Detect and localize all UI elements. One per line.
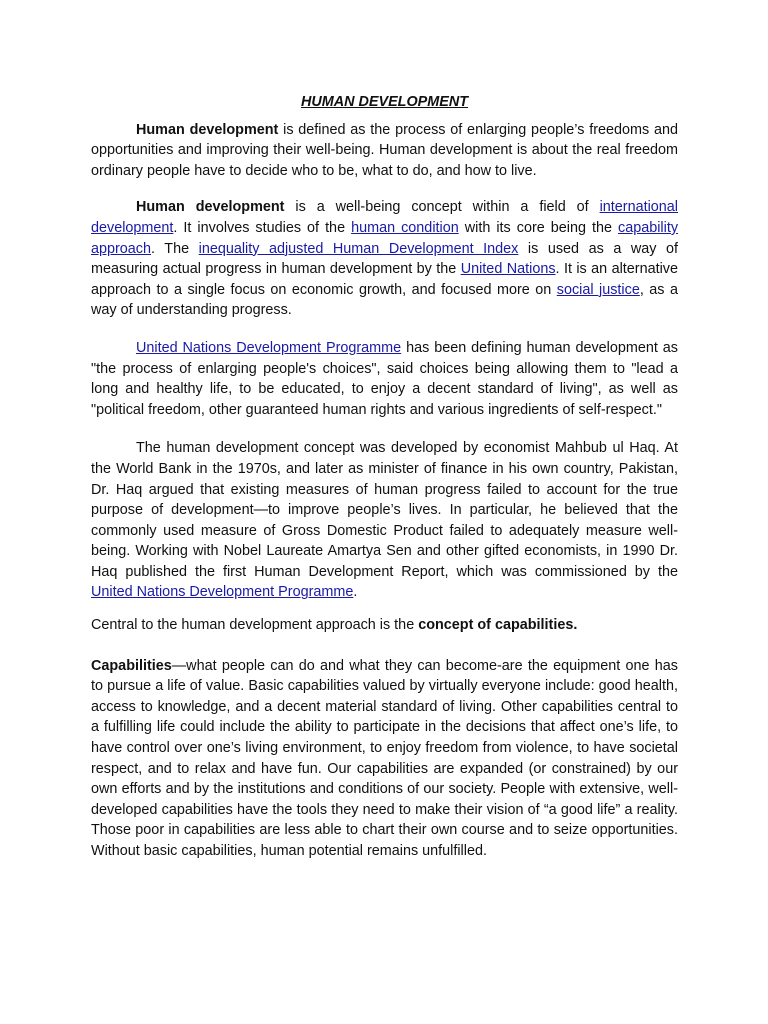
paragraph-text: is a well-being concept within a field of	[284, 199, 600, 216]
bold-term: concept of capabilities.	[418, 617, 578, 634]
paragraph-central-concept	[91, 615, 678, 636]
paragraph-text: , as a way of understanding progress.	[91, 281, 678, 319]
paragraph-text: Central to the human development approach is the	[91, 617, 419, 634]
link-social-justice[interactable]: social justice	[556, 281, 640, 298]
paragraph-text: with its core being the	[458, 219, 619, 236]
paragraph-text: is defined as the process of enlarging people’s freedoms and opportunities and improving their well-being. Human development is about the real freedom ordinary people have to decide who to be, what to do, and how to live.	[91, 121, 678, 179]
paragraph-text: . It involves studies of the	[173, 219, 352, 236]
paragraph-definition	[91, 120, 678, 182]
bold-term: Human development	[136, 121, 279, 138]
document-body	[91, 92, 678, 862]
paragraph-text: —what people can do and what they can become-are the equipment one has to pursue a life of value. Basic capabilities valued by virtually everyone include: good health, access to knowledge, and a decent material standard of living. Other capabilities central to a fulfilling life could include the ability to participate in the decisions that affect one’s life, to have control over one’s living environment, to enjoy freedom from violence, to have societal respect, and to relax and have fun. Our capabilities are expanded (or constrained) by our own efforts and by the institutions and conditions of our society. People with extensive, well-developed capabilities have the tools they need to make their vision of “a good life” a reality. Those poor in capabilities are less able to chart their own course and to seize opportunities. Without basic capabilities, human potential remains unfulfilled.	[91, 657, 678, 859]
paragraph-concept	[91, 197, 678, 321]
paragraph-text: .	[353, 584, 358, 601]
paragraph-text: . The	[151, 240, 199, 257]
link-undp[interactable]: United Nations Development Programme	[136, 339, 402, 356]
link-human-condition[interactable]: human condition	[351, 219, 459, 236]
page-title: HUMAN DEVELOPMENT	[300, 94, 469, 110]
paragraph-text: is used as a way of measuring actual progress in human development by the	[91, 240, 678, 278]
bold-term: Capabilities	[91, 657, 172, 674]
paragraph-text: The human development concept was developed by economist Mahbub ul Haq. At the World Bank in the 1970s, and later as minister of finance in his own country, Pakistan, Dr. Haq argued that existing measures of human progress failed to account for the true purpose of development—to improve people’s lives. In particular, he believed that the commonly used measure of Gross Domestic Product failed to adequately measure well-being. Working with Nobel Laureate Amartya Sen and other gifted economists, in 1990 Dr. Haq published the first Human Development Report, which was commissioned by the	[91, 440, 678, 580]
link-undp[interactable]: United Nations Development Programme	[91, 584, 354, 601]
link-united-nations[interactable]: United Nations	[460, 261, 556, 278]
link-capability-approach[interactable]: capability approach	[91, 219, 679, 257]
link-inequality-adjusted-hdi[interactable]: inequality adjusted Human Development Index	[198, 240, 519, 257]
link-international-development[interactable]: international development	[91, 199, 678, 236]
paragraph-capabilities	[91, 656, 678, 862]
paragraph-undp-definition	[91, 338, 678, 420]
bold-term: Human development	[136, 199, 285, 216]
paragraph-text: . It is an alternative approach to a single focus on economic growth, and focused more on	[91, 261, 678, 298]
paragraph-history	[91, 438, 678, 603]
paragraph-text: has been defining human development as "the process of enlarging people's choices", said choices being allowing them to "lead a long and healthy life, to be educated, to enjoy a decent standard of living", as well as "political freedom, other guaranteed human rights and various ingredients of self-respect."	[91, 339, 678, 418]
